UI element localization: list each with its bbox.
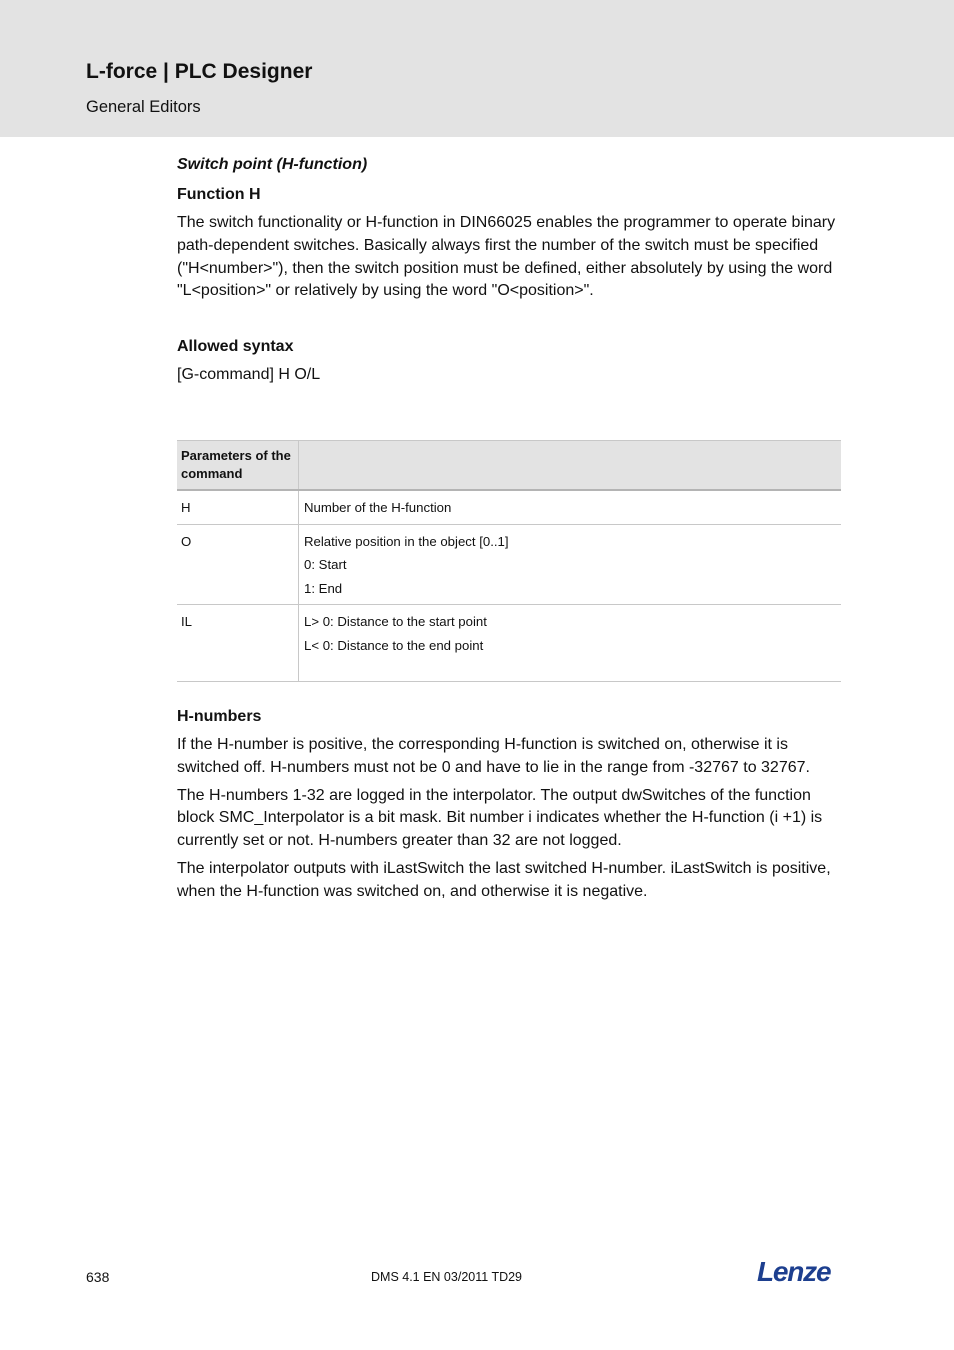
h-numbers-paragraph: The interpolator outputs with iLastSwitch the last switched H-number. iLastSwitch is positive, when the H-function was switched on, and otherwise it is negative. xyxy=(177,859,831,900)
table-header-param: Parameters of the command xyxy=(177,441,299,491)
desc-cell xyxy=(299,490,842,524)
param-cell: H xyxy=(177,490,299,524)
desc-line: Number of the H-function xyxy=(304,500,452,515)
table-row xyxy=(177,605,841,682)
document-title: L-force | PLC Designer xyxy=(86,60,313,83)
function-description: The switch functionality or H-function in DIN66025 enables the programmer to operate binary path-dependent switches. Basically always first the number of the switch must be specified ("H<number>"), then the switch position must be defined, either absolutely by using the word "L<position>" or relatively by using the word "O<position>". xyxy=(177,214,836,300)
desc-line: L> 0: Distance to the start point xyxy=(304,614,487,629)
desc-line: 1: End xyxy=(304,580,343,596)
desc-line: Relative position in the object [0..1] xyxy=(304,533,509,549)
parameters-table xyxy=(177,440,841,682)
lenze-logo xyxy=(757,1257,839,1287)
logo-wordmark: Lenze xyxy=(757,1257,831,1287)
param-cell: IL xyxy=(177,605,299,682)
h-numbers-section xyxy=(177,706,841,909)
document-id: DMS 4.1 EN 03/2011 TD29 xyxy=(371,1270,523,1284)
table-row xyxy=(177,524,841,605)
syntax-text: [G-command] H O/L xyxy=(177,366,321,384)
h-numbers-heading: H-numbers xyxy=(177,708,262,725)
h-numbers-paragraph: The H-numbers 1-32 are logged in the interpolator. The output dwSwitches of the function block SMC_Interpolator is a bit mask. Bit number i indicates whether the H-function (i +1) is currently set or not. H-numbers greater than 32 are not logged. xyxy=(177,786,823,850)
desc-cell xyxy=(299,524,842,605)
function-heading: Function H xyxy=(177,186,261,203)
table-header-desc xyxy=(299,441,842,491)
desc-line: 0: Start xyxy=(304,557,347,572)
syntax-heading: Allowed syntax xyxy=(177,338,294,356)
desc-cell xyxy=(299,605,842,682)
chapter-subtitle: General Editors xyxy=(86,98,201,116)
function-h-section xyxy=(177,154,837,387)
h-numbers-paragraph: If the H-number is positive, the corresponding H-function is switched on, otherwise it is switched off. H-numbers must not be 0 and have to lie in the range from -32767 to 32767. xyxy=(177,736,810,776)
page-number: 638 xyxy=(86,1269,110,1285)
param-cell: O xyxy=(177,524,299,605)
table-row xyxy=(177,490,841,524)
page-header xyxy=(0,0,954,137)
section-heading-italic: Switch point (H-function) xyxy=(177,156,368,173)
desc-line: L< 0: Distance to the end point xyxy=(304,637,484,653)
table-header-row xyxy=(177,441,841,491)
